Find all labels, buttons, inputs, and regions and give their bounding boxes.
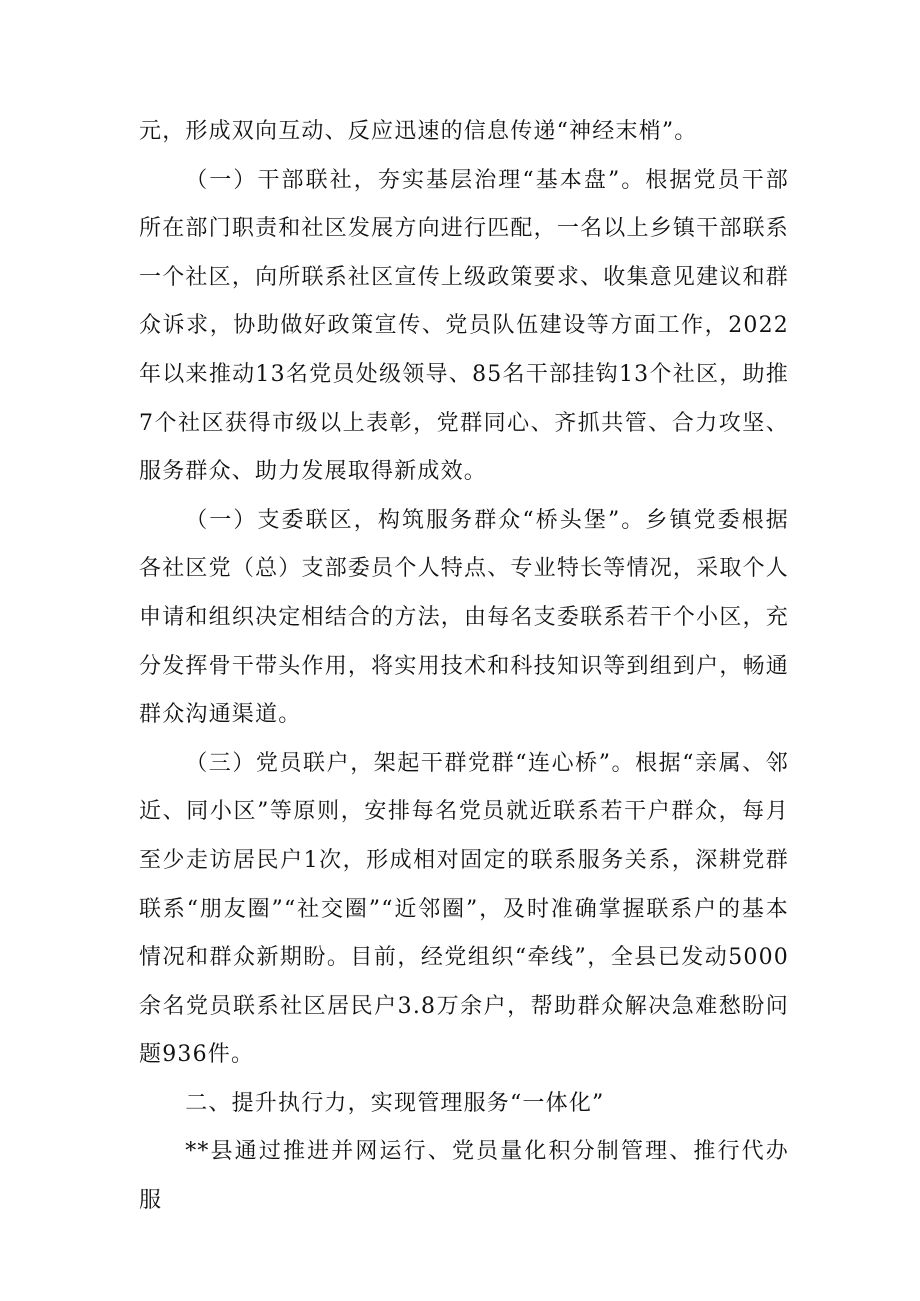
paragraph-continuation: 元，形成双向互动、反应迅速的信息传递“神经末梢”。 xyxy=(139,119,698,144)
document-body xyxy=(139,108,789,1226)
paragraph-county-intro: **县通过推进并网运行、党员量化积分制管理、推行代办服 xyxy=(139,1139,789,1214)
paragraph-branch-committee: （一）支委联区，构筑服务群众“桥头堡”。乡镇党委根据各社区党（总）支部委员个人特点、专业特长等情况，采取个人申请和组织决定相结合的方法，由每名支委联系若干个小区，充分发挥骨干带头作用，将实用技术和科技知识等到组到户，畅通群众沟通渠道。 xyxy=(139,507,789,728)
section-heading: 二、提升执行力，实现管理服务“一体化” xyxy=(185,1090,605,1116)
paragraph-cadre-community: （一）干部联社，夯实基层治理“基本盘”。根据党员干部所在部门职责和社区发展方向进行匹配，一名以上乡镇干部联系一个社区，向所联系社区宣传上级政策要求、收集意见建议和群众诉求，协助做好政策宣传、党员队伍建设等方面工作，2022年以来推动13名党员处级领导、85名干部挂钩13个社区，助推7个社区获得市级以上表彰，党群同心、齐抓共管、合力攻坚、服务群众、助力发展取得新成效。 xyxy=(139,167,789,485)
paragraph-party-member-household: （三）党员联户，架起干群党群“连心桥”。根据“亲属、邻近、同小区”等原则，安排每名党员就近联系若干户群众，每月至少走访居民户1次，形成相对固定的联系服务关系，深耕党群联系“朋友圈”“社交圈”“近邻圈”，及时准确掌握联系户的基本情况和群众新期盼。目前，经党组织“牵线”，全县已发动5000余名党员联系社区居民户3.8万余户，帮助群众解决急难愁盼问题936件。 xyxy=(139,750,789,1068)
